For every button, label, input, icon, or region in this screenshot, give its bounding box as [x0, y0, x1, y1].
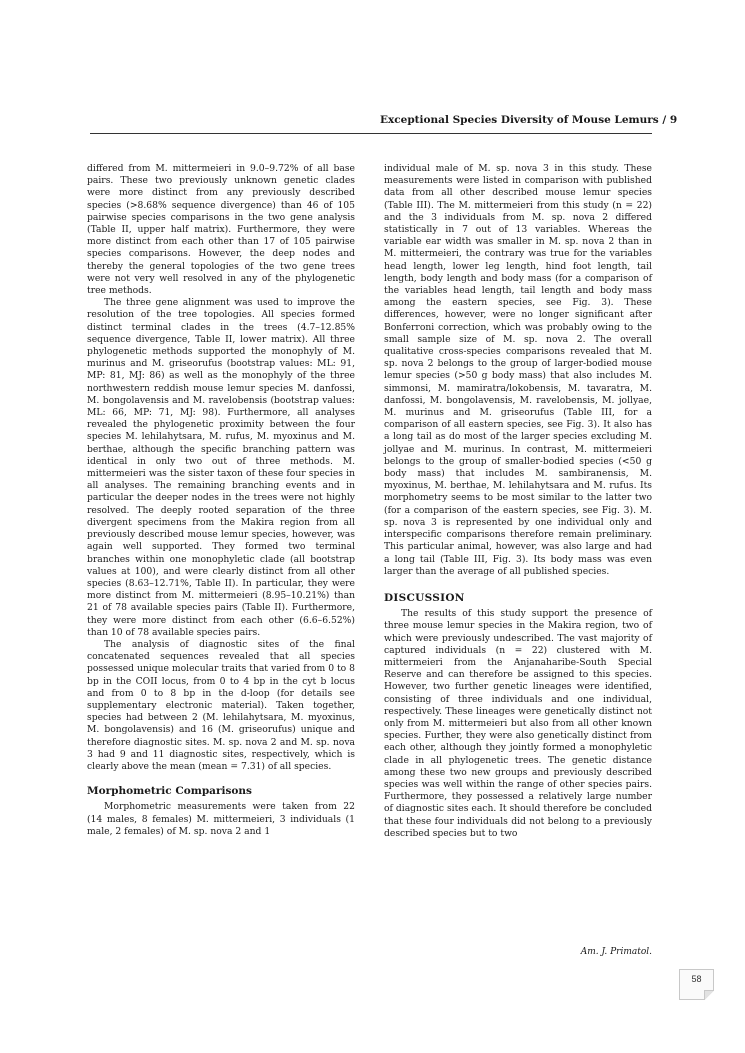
page-corner-fold-icon	[704, 990, 714, 1000]
discussion-paragraph: The results of this study support the presence of three mouse lemur species in the Makira region, two of which were previously undescribed. The vast majority of captured individuals (n = 22) clustered with M. mittermeieri from the Anjanaharibe-South Special Reserve and can therefore be assigned to this species. However, two further genetic lineages were identified, consisting of three individuals and one individual, respectively. These lineages were genetically distinct not only from M. mittermeieri but also from all other known species. Further, they were also genetically distinct from each other, although they jointly formed a monophyletic clade in all phylogenetic trees. The genetic distance among these two new groups and previously described species was well within the range of other species pairs. Furthermore, they possessed a relatively large number of diagnostic sites each. It should therefore be concluded that these four individuals did not belong to a previously described species but to two	[384, 608, 652, 839]
results-paragraph-3: The analysis of diagnostic sites of the final concatenated sequences revealed that all species possessed unique molecular traits that varied from 0 to 8 bp in the COII locus, from 0 to 4 bp in the cyt b locus and from 0 to 8 bp in the d-loop (for details see supplementary electronic material). Taken together, species had between 2 (M. lehilahytsara, M. myoxinus, M. bongolavensis) and 16 (M. griseorufus) unique and therefore diagnostic sites. M. sp. nova 2 and M. sp. nova 3 had 9 and 11 diagnostic sites, respectively, which is clearly above the mean (mean = 7.31) of all species.	[87, 638, 355, 772]
running-header: Exceptional Species Diversity of Mouse Lemurs / 9	[380, 114, 678, 126]
results-paragraph-1: differed from M. mittermeieri in 9.0–9.72% of all base pairs. These two previously unknown genetic clades were more distinct from any previously described species (>8.68% sequence divergence) than 46 of 105 pairwise species comparisons in the two gene analysis (Table II, upper half matrix). Furthermore, they were more distinct from each other than 17 of 105 pairwise species comparisons. However, the deep nodes and thereby the general topologies of the two gene trees were not very well resolved in any of the phylogenetic tree methods.	[87, 163, 355, 297]
journal-name: Am. J. Primatol.	[580, 947, 652, 957]
page-number-badge	[679, 969, 714, 1000]
results-paragraph-2: The three gene alignment was used to improve the resolution of the tree topologies. All species formed distinct terminal clades in the trees (4.7–12.85% sequence divergence, Table II, lower matrix). All three phylogenetic methods supported the monophyly of M. murinus and M. griseorufus (bootstrap values: ML: 91, MP: 81, MJ: 86) as well as the monophyly of the three northwestern reddish mouse lemur species M. danfossi, M. bongolavensis and M. ravelobensis (bootstrap values: ML: 66, MP: 71, MJ: 98). Furthermore, all analyses revealed the phylogenetic proximity between the four species M. lehilahytsara, M. rufus, M. myoxinus and M. berthae, although the specific branching pattern was identical in only two out of three methods. M. mittermeieri was the sister taxon of these four species in all analyses. The remaining branching events and in particular the deeper nodes in the trees were not highly resolved. The deeply rooted separation of the three divergent specimens from the Makira region from all previously described mouse lemur species, however, was again well supported. They formed two terminal branches within one monophyletic clade (all bootstrap values at 100), and were clearly distinct from all other species (8.63–12.71%, Table II). In particular, they were more distinct from M. mittermeieri (8.95–10.21%) than 21 of 78 available species pairs (Table II). Furthermore, they were more distinct from each other (6.6–6.52%) than 10 of 78 available species pairs.	[87, 297, 355, 638]
page-number: 58	[691, 974, 702, 984]
discussion-heading: DISCUSSION	[384, 591, 465, 604]
header-rule	[90, 133, 652, 134]
section-subheading: Morphometric Comparisons	[87, 785, 252, 798]
right-column	[384, 163, 652, 840]
morphometric-continued-paragraph: individual male of M. sp. nova 3 in this study. These measurements were listed in comparison with published data from all other described mouse lemur species (Table III). The M. mittermeieri from this study (n = 22) and the 3 individuals from M. sp. nova 2 differed statistically in 7 out of 13 variables. Whereas the variable ear width was smaller in M. sp. nova 2 than in M. mittermeieri, the contrary was true for the variables head length, lower leg length, hind foot length, tail length, body length and body mass (for a comparison of the variables head length, tail length and body mass among the eastern species, see Fig. 3). These differences, however, were no longer significant after Bonferroni correction, which was probably owing to the small sample size of M. sp. nova 2. The overall qualitative cross-species comparisons revealed that M. sp. nova 2 belongs to the group of larger-bodied mouse lemur species (>50 g body mass) that also includes M. simmonsi, M. mamiratra/lokobensis, M. tavaratra, M. danfossi, M. bongolavensis, M. ravelobensis, M. jollyae, M. murinus and M. griseorufus (Table III, for a comparison of all eastern species, see Fig. 3). It also has a long tail as do most of the larger species excluding M. jollyae and M. murinus. In contrast, M. mittermeieri belongs to the group of smaller-bodied species (<50 g body mass) that includes M. sambiranensis, M. myoxinus, M. berthae, M. lehilahytsara and M. rufus. Its morphometry seems to be most similar to the latter two (for a comparison of the eastern species, see Fig. 3). M. sp. nova 3 is represented by one individual only and interspecific comparisons therefore remain preliminary. This particular animal, however, was also large and had a long tail (Table III, Fig. 3). Its body mass was even larger than the average of all published species.	[384, 163, 652, 577]
morphometric-paragraph: Morphometric measurements were taken from 22 (14 males, 8 females) M. mittermeieri, 3 individuals (1 male, 2 females) of M. sp. nova 2 and 1	[87, 801, 355, 837]
left-column	[87, 163, 355, 838]
